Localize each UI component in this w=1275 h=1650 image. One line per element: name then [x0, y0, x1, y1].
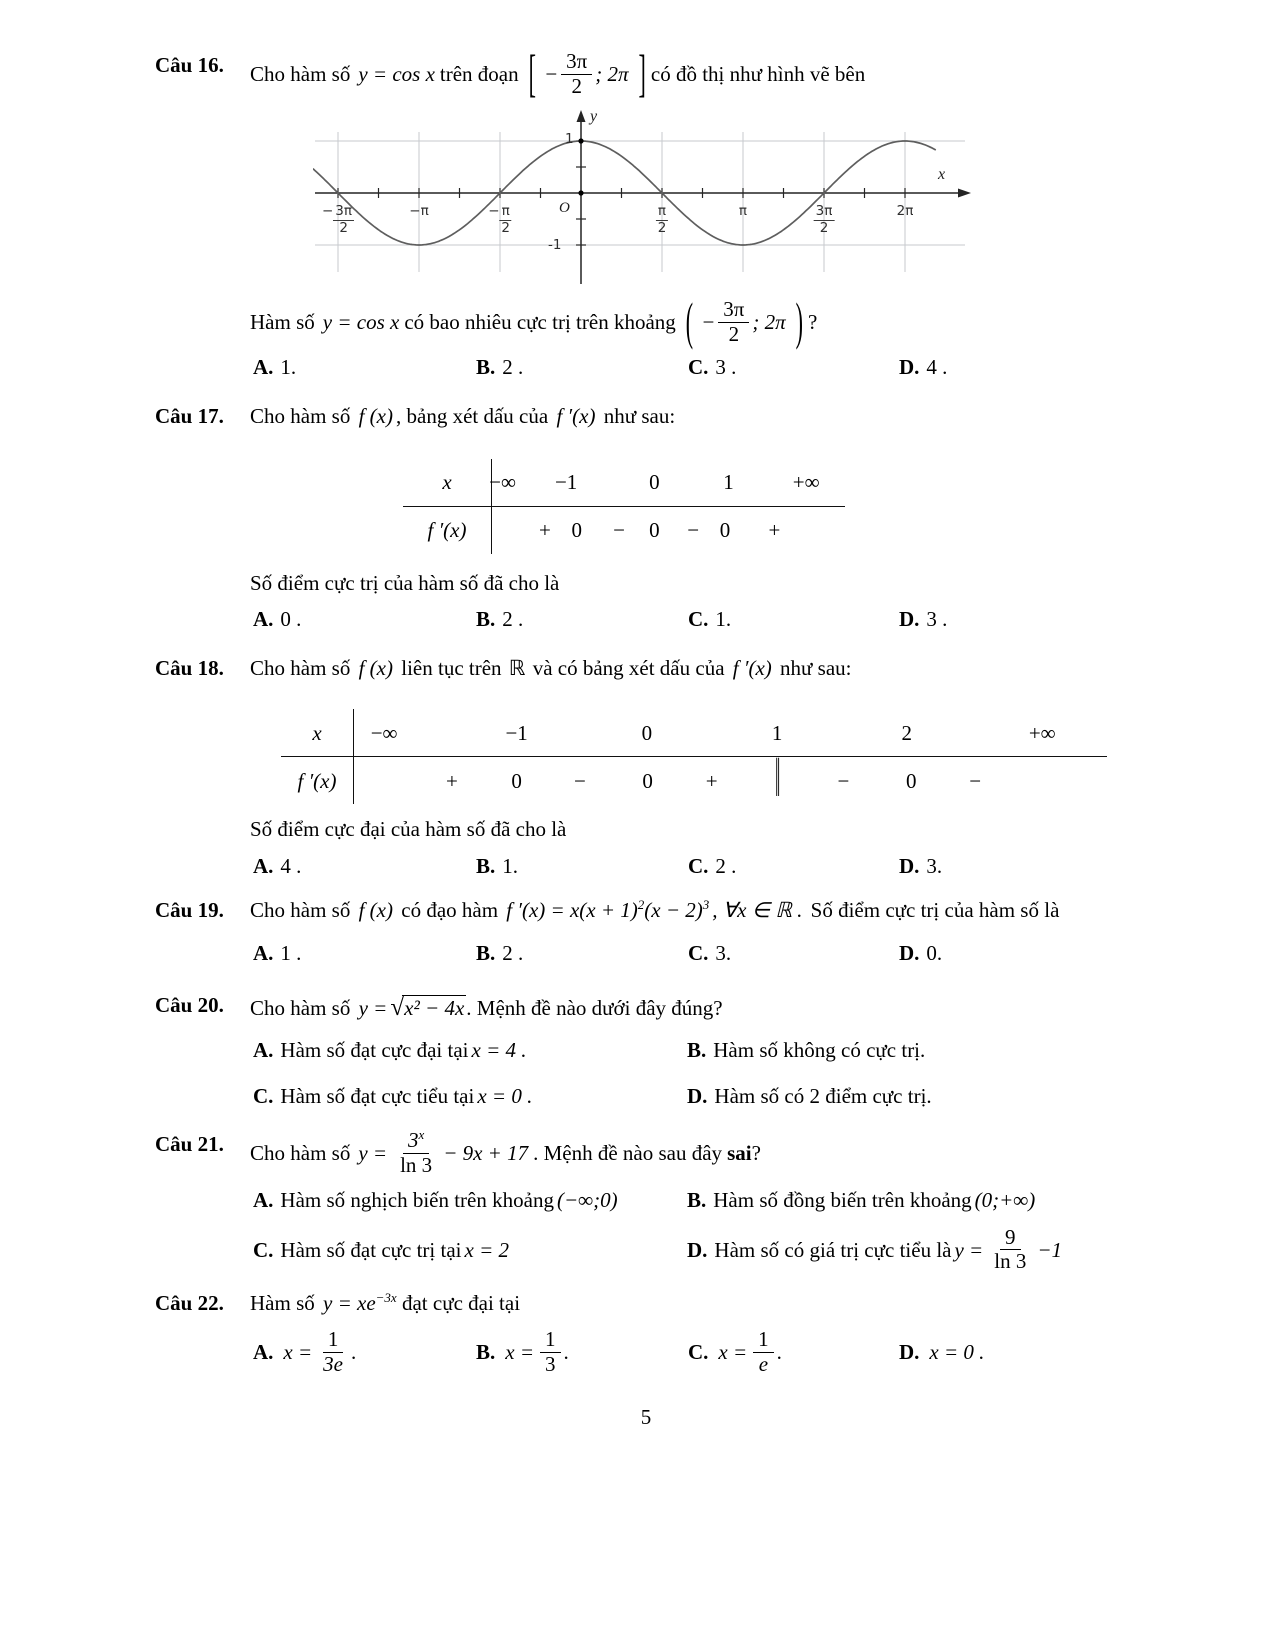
answer-value: 2 .	[502, 355, 524, 380]
x-value: 1	[771, 720, 783, 745]
math-expression: f (x)	[358, 403, 393, 428]
text: Cho hàm số	[250, 655, 351, 680]
bracket-close: ]	[638, 43, 646, 103]
fraction-numerator	[403, 1129, 429, 1154]
x-value: +∞	[792, 470, 820, 495]
text: trên đoạn	[439, 61, 519, 86]
text: như sau:	[603, 403, 676, 428]
text: , bảng xét dấu của	[396, 403, 549, 428]
row-header-fprime: f ′(x)	[403, 507, 492, 554]
paren-close: )	[795, 291, 803, 351]
fraction-numerator: π	[501, 203, 510, 220]
sign: −	[613, 518, 625, 543]
answer-key: D.	[687, 1083, 708, 1108]
fraction-denominator: 2	[571, 73, 582, 98]
answer-option-a	[253, 1185, 687, 1215]
question-21-body	[250, 1129, 1137, 1177]
answer-option-a	[253, 352, 476, 382]
x-value: −∞	[489, 470, 516, 495]
text: Cho hàm số	[250, 61, 351, 86]
sign: −	[573, 768, 586, 793]
answer-math: x =	[718, 1340, 748, 1365]
question-21-answers	[253, 1185, 1137, 1273]
row-header-x: x	[403, 459, 492, 506]
question-19-answers	[253, 938, 1137, 968]
x-tick-label-2pi: 2π	[896, 203, 914, 220]
answer-key: A.	[253, 853, 274, 878]
answer-option-d	[899, 604, 1137, 634]
question-18-body	[250, 653, 1137, 683]
answer-option-b	[687, 1035, 1137, 1065]
answer-value: 1 .	[280, 940, 302, 965]
fraction-numerator: π	[657, 203, 667, 220]
answer-value: 2 .	[715, 853, 737, 878]
answer-math: x =	[505, 1340, 535, 1365]
x-axis-label: x	[938, 166, 946, 184]
question-16-label: Câu 16.	[155, 53, 224, 77]
answer-option-d	[899, 352, 1137, 382]
math-expression: y =	[358, 1141, 388, 1166]
sign-table-q18	[281, 709, 1107, 811]
question-17	[155, 401, 1137, 431]
math-expression: y = cos x	[358, 61, 435, 86]
sign: −	[837, 768, 850, 793]
fraction	[561, 50, 592, 98]
question-16-body	[250, 43, 1137, 103]
exponent: x	[418, 1127, 425, 1143]
x-value: 0	[641, 720, 653, 745]
y-tick-label-1: 1	[565, 131, 574, 148]
text: ?	[808, 309, 818, 334]
text: đạt cực đại tại	[401, 1290, 521, 1315]
question-18-label: Câu 18.	[155, 655, 224, 680]
text: Cho hàm số	[250, 403, 351, 428]
answer-key: B.	[476, 940, 496, 965]
sign-table-fx-row	[281, 749, 1107, 811]
answer-key: C.	[688, 853, 709, 878]
answer-key: D.	[687, 1237, 708, 1262]
fraction	[989, 1226, 1031, 1274]
origin-dot	[578, 190, 583, 195]
fraction-numerator: 3π	[815, 203, 833, 220]
answer-key: B.	[476, 355, 496, 380]
question-22-label: Câu 22.	[155, 1290, 224, 1315]
cosine-graph-svg	[313, 108, 975, 296]
fraction-denominator: e	[758, 1351, 769, 1376]
fraction-numerator: 1	[323, 1328, 344, 1353]
answer-option-b	[476, 851, 688, 881]
minus-sign: −	[701, 309, 716, 334]
answer-value: 3.	[715, 940, 732, 965]
question-19	[155, 895, 1137, 925]
sign-table-q17	[403, 459, 845, 554]
answer-key: B.	[476, 853, 496, 878]
answer-punct: .	[563, 1340, 569, 1365]
text: và có bảng xét dấu của	[532, 655, 725, 680]
answer-key: A.	[253, 607, 274, 632]
math-expression: f ′(x)	[732, 655, 772, 680]
minus-sign: −	[543, 61, 559, 86]
text: Cho hàm số	[250, 1141, 351, 1166]
sign-table-fx-row	[403, 507, 845, 554]
answer-math: x =	[283, 1340, 313, 1365]
text: có đạo hàm	[401, 898, 499, 923]
x-value: −1	[554, 470, 578, 495]
answer-text: Hàm số không có cực trị.	[713, 1037, 926, 1062]
answer-value: 1.	[502, 853, 519, 878]
answer-option-d	[899, 938, 1137, 968]
x-tick-label-minus-pi: −π	[409, 203, 429, 220]
fraction-denominator: 2	[728, 321, 740, 346]
text: . Mệnh đề nào dưới đây đúng?	[466, 996, 723, 1020]
fraction	[333, 204, 354, 236]
answer-option-b	[476, 604, 688, 634]
answer-option-c	[688, 352, 899, 382]
sign: 0	[511, 768, 522, 793]
fraction	[540, 1328, 561, 1376]
question-19-body	[250, 895, 1137, 925]
x-tick-label-minus-pi-2	[488, 204, 511, 236]
fraction-denominator: 2	[501, 219, 510, 236]
answer-value: 0 .	[280, 607, 302, 632]
text: Hàm số	[250, 309, 315, 334]
fprime-signs	[354, 749, 1107, 811]
text: có đồ thị như hình vẽ bên	[650, 61, 866, 86]
sign: −	[969, 768, 982, 793]
gridlines	[315, 132, 965, 272]
text: Số điểm cực trị của hàm số là	[810, 898, 1060, 923]
fraction-denominator: ln 3	[994, 1249, 1027, 1274]
row-header-fprime: f ′(x)	[281, 757, 354, 804]
text: như sau:	[780, 655, 852, 680]
x-value: 2	[901, 720, 912, 745]
fraction-numerator: 3π	[718, 298, 749, 323]
math-expression: (x − 2)	[644, 898, 703, 923]
question-17-answers	[253, 604, 1137, 634]
paren-open: (	[685, 291, 694, 351]
page-number: 5	[640, 1405, 652, 1430]
answer-math: y =	[954, 1237, 984, 1262]
answer-key: C.	[688, 355, 709, 380]
answer-value: 1.	[715, 607, 732, 632]
question-19-label: Câu 19.	[155, 898, 224, 923]
answer-math: x = 4 .	[471, 1037, 527, 1062]
math-expression: , ∀x ∈ ℝ .	[712, 898, 803, 923]
fraction-denominator: ln 3	[400, 1152, 433, 1177]
fraction-numerator: 3π	[335, 203, 353, 220]
math-expression: f (x)	[358, 898, 393, 923]
answer-option-c	[253, 1081, 687, 1111]
fraction-denominator: 3	[545, 1351, 556, 1376]
answer-option-a	[253, 851, 476, 881]
question-17-label: Câu 17.	[155, 403, 224, 428]
question-20-label: Câu 20.	[155, 993, 224, 1017]
radicand: x² − 4x	[404, 996, 465, 1020]
fraction	[318, 1328, 348, 1376]
question-22-body	[250, 1288, 1137, 1318]
discontinuity-double-bar: ‖	[775, 749, 780, 811]
answer-key: A.	[253, 1188, 274, 1213]
sign-table-x-row	[281, 709, 1107, 757]
text: Hàm số	[250, 1290, 315, 1315]
sign: +	[705, 768, 718, 793]
sign: +	[539, 518, 551, 543]
question-21	[155, 1129, 1137, 1177]
answer-option-b	[476, 352, 688, 382]
question-18-stem: Số điểm cực đại của hàm số đã cho là	[250, 817, 567, 842]
x-tick-label-minus-3pi-2	[322, 204, 354, 236]
answer-key: A.	[253, 1340, 274, 1365]
minus-sign: −	[488, 203, 500, 220]
question-22	[155, 1288, 1137, 1318]
question-20-body	[250, 990, 1137, 1027]
answer-key: C.	[688, 607, 709, 632]
answer-option-d	[687, 1226, 1137, 1274]
answer-option-d	[899, 851, 1137, 881]
x-value: −1	[505, 720, 528, 745]
bold-text: sai	[727, 1141, 752, 1166]
max-point-dot	[578, 138, 583, 143]
answer-key: B.	[476, 607, 496, 632]
answer-key: A.	[253, 355, 274, 380]
fraction-numerator: 1	[540, 1328, 561, 1353]
question-16-subtext	[250, 291, 1137, 351]
answer-value: 0.	[926, 940, 943, 965]
answer-option-c	[688, 938, 899, 968]
answer-value: 2 .	[502, 940, 524, 965]
answer-value: 3 .	[715, 355, 737, 380]
y-axis-label: y	[590, 108, 598, 126]
question-17-body	[250, 401, 1137, 431]
math-expression: y =	[358, 996, 388, 1020]
text: Cho hàm số	[250, 898, 351, 923]
answer-key: D.	[899, 853, 920, 878]
question-16	[155, 43, 1137, 103]
answer-option-b	[687, 1185, 1137, 1215]
answer-text: Hàm số có giá trị cực tiểu là	[714, 1237, 952, 1262]
answer-option-a	[253, 938, 476, 968]
answer-key: C.	[253, 1083, 274, 1108]
sqrt-icon: √	[390, 994, 405, 1021]
base: 3	[408, 1128, 419, 1153]
question-17-stem: Số điểm cực trị của hàm số đã cho là	[250, 570, 560, 595]
math-expression: ; 2π	[752, 309, 786, 334]
x-value: 0	[649, 470, 660, 495]
math-expression: − 9x + 17	[443, 1141, 529, 1166]
answer-text: Hàm số nghịch biến trên khoảng	[280, 1188, 554, 1213]
sign: 0	[642, 768, 653, 793]
question-18-answers	[253, 851, 1137, 881]
answer-key: C.	[253, 1237, 274, 1262]
sign: 0	[905, 768, 917, 793]
answer-key: D.	[899, 940, 920, 965]
exponent: 2	[637, 897, 645, 913]
fraction	[753, 1328, 774, 1376]
question-21-label: Câu 21.	[155, 1132, 224, 1157]
answer-key: D.	[899, 607, 920, 632]
text: . Mệnh đề nào sau đây	[533, 1141, 723, 1166]
math-expression: y = xe	[323, 1290, 376, 1315]
question-16-answers	[253, 352, 1137, 382]
answer-value: 3 .	[926, 607, 948, 632]
answer-value: 4 .	[926, 355, 948, 380]
fraction-denominator: 3e	[323, 1351, 343, 1376]
math-expression: y = cos x	[322, 309, 400, 334]
answer-value: 2 .	[502, 607, 524, 632]
sign: −	[687, 518, 700, 543]
x-values	[489, 459, 845, 506]
answer-text: Hàm số đạt cực trị tại	[280, 1237, 462, 1262]
answer-value: 4 .	[280, 853, 302, 878]
answer-key: B.	[687, 1037, 707, 1062]
real-numbers-symbol: ℝ	[508, 655, 526, 680]
answer-option-c	[253, 1235, 687, 1265]
answer-math: (−∞;0)	[556, 1188, 618, 1213]
fraction-numerator: 9	[1000, 1226, 1021, 1251]
sign: 0	[571, 518, 582, 543]
bracket-open: [	[528, 43, 536, 103]
answer-option-d	[899, 1337, 1137, 1367]
answer-key: B.	[687, 1188, 707, 1213]
sign: 0	[719, 518, 731, 543]
answer-math: x = 0 .	[929, 1340, 985, 1365]
answer-text: Hàm số đồng biến trên khoảng	[713, 1188, 972, 1213]
question-22-answers	[253, 1328, 1137, 1376]
answer-key: D.	[899, 1340, 920, 1365]
sign-table-x-row	[403, 459, 845, 507]
y-tick-label-minus-1: -1	[548, 237, 562, 254]
fraction-denominator: 2	[819, 219, 829, 236]
y-axis-arrow	[577, 110, 586, 122]
question-20-answers	[253, 1035, 1137, 1112]
fraction-denominator: 2	[657, 219, 667, 236]
answer-option-d	[687, 1081, 1137, 1111]
sign: 0	[649, 518, 660, 543]
x-axis-arrow	[958, 189, 971, 198]
fraction	[718, 298, 749, 346]
answer-option-b	[476, 938, 688, 968]
cosine-graph	[313, 108, 975, 296]
answer-option-a	[253, 604, 476, 634]
answer-math: (0;+∞)	[974, 1188, 1036, 1213]
x-value: 1	[723, 470, 734, 495]
math-expression: f ′(x) = x(x + 1)	[506, 898, 638, 923]
answer-math: x = 2	[464, 1237, 509, 1262]
answer-math: −1	[1037, 1237, 1062, 1262]
answer-option-a	[253, 1035, 687, 1065]
answer-punct: .	[351, 1340, 357, 1365]
answer-text: Hàm số đạt cực đại tại	[280, 1037, 469, 1062]
answer-option-c	[688, 1328, 899, 1376]
answer-key: A.	[253, 940, 274, 965]
answer-option-a	[253, 1328, 476, 1376]
minus-sign: −	[321, 203, 334, 220]
fraction	[814, 204, 835, 236]
question-16-text	[250, 43, 1137, 103]
fprime-signs	[492, 507, 845, 554]
x-values	[354, 709, 1107, 756]
origin-label: O	[559, 200, 570, 217]
math-expression: ; 2π	[595, 61, 629, 86]
answer-text: Hàm số có 2 điểm cực trị.	[714, 1083, 932, 1108]
text: có bao nhiêu cực trị trên khoảng	[404, 309, 676, 334]
answer-key: C.	[688, 1340, 709, 1365]
question-20	[155, 990, 1137, 1027]
answer-punct: .	[776, 1340, 782, 1365]
answer-option-b	[476, 1328, 688, 1376]
answer-math: x = 0 .	[477, 1083, 533, 1108]
fraction	[656, 204, 668, 236]
exponent: 3	[702, 897, 710, 913]
answer-key: D.	[899, 355, 920, 380]
fraction-numerator: 3π	[561, 50, 592, 75]
text: ?	[751, 1141, 761, 1166]
x-value: +∞	[1028, 720, 1056, 745]
answer-key: B.	[476, 1340, 496, 1365]
answer-key: A.	[253, 1037, 274, 1062]
answer-text: Hàm số đạt cực tiểu tại	[280, 1083, 475, 1108]
math-expression: f ′(x)	[556, 403, 596, 428]
answer-option-c	[688, 604, 899, 634]
question-18	[155, 653, 1137, 683]
x-tick-label-pi-2	[656, 204, 668, 236]
x-tick-label-3pi-2	[814, 204, 835, 236]
answer-value: 3.	[926, 853, 943, 878]
exponent: −3x	[375, 1289, 397, 1305]
fraction	[500, 204, 512, 236]
fraction	[395, 1129, 437, 1177]
x-value: −∞	[370, 720, 398, 745]
answer-option-c	[688, 851, 899, 881]
math-expression: f (x)	[358, 655, 393, 680]
row-header-x: x	[281, 709, 354, 756]
question-21-text	[250, 1129, 1137, 1177]
fraction-denominator: 2	[339, 219, 348, 236]
sign: +	[445, 768, 458, 793]
sign: +	[768, 518, 781, 543]
text: Cho hàm số	[250, 996, 351, 1020]
answer-value: 1.	[280, 355, 297, 380]
answer-key: C.	[688, 940, 709, 965]
text: liên tục trên	[401, 655, 502, 680]
fraction-numerator: 1	[753, 1328, 774, 1353]
x-tick-label-pi: π	[738, 203, 748, 220]
